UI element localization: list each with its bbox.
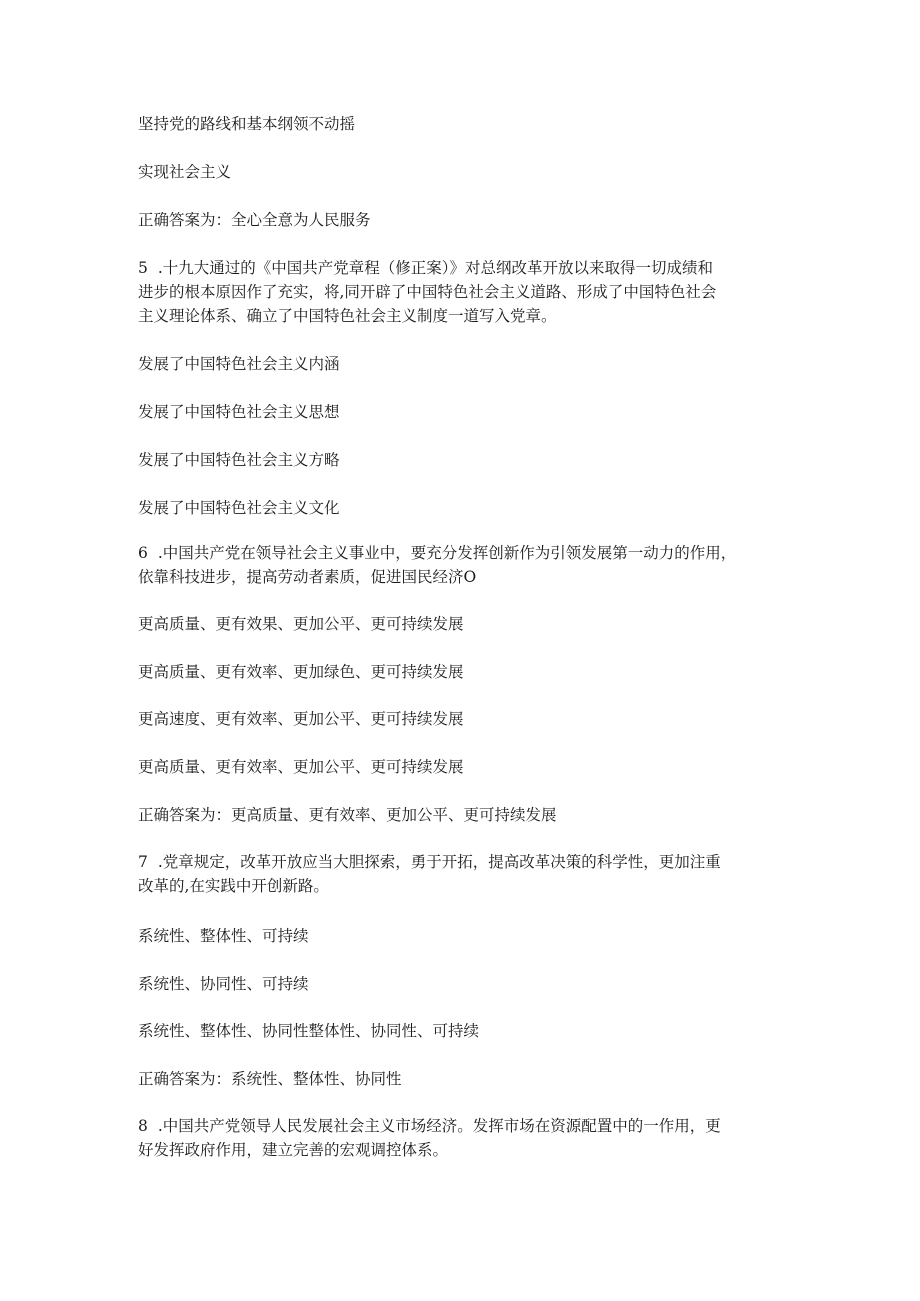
question-8	[138, 1114, 788, 1162]
option-text: 实现社会主义	[138, 163, 232, 181]
question-number: 5	[138, 259, 148, 277]
option-text: 更高质量、更有效果、更加公平、更可持续发展	[138, 615, 464, 633]
option-text: 系统性、协同性、可持续	[138, 975, 309, 993]
question-5	[138, 256, 788, 328]
option-text: 系统性、整体性、协同性整体性、协同性、可持续	[138, 1022, 480, 1040]
option-text: 更高质量、更有效率、更加绿色、更可持续发展	[138, 663, 464, 681]
question-line: .中国共产党领导人民发展社会主义市场经济。发挥市场在资源配置中的一作用，更	[157, 1117, 721, 1135]
answer-text: 正确答案为：更高质量、更有效率、更加公平、更可持续发展	[138, 806, 557, 824]
question-line: 好发挥政府作用，建立完善的宏观调控体系。	[138, 1141, 449, 1159]
option-text: 发展了中国特色社会主义内涵	[138, 355, 340, 373]
question-6	[138, 541, 788, 589]
option-text: 发展了中国特色社会主义方略	[138, 451, 340, 469]
answer-text: 正确答案为：系统性、整体性、协同性	[138, 1070, 402, 1088]
question-number: 6	[138, 544, 148, 562]
question-line: .党章规定，改革开放应当大胆探索，勇于开拓，提高改革决策的科学性，更加注重	[157, 853, 721, 871]
question-number: 7	[138, 853, 148, 871]
question-line: .中国共产党在领导社会主义事业中，要充分发挥创新作为引领发展第一动力的作用，	[157, 544, 737, 562]
question-line: 主义理论体系、确立了中国特色社会主义制度一道写入党章。	[138, 307, 557, 325]
option-text: 坚持党的路线和基本纲领不动摇	[138, 115, 356, 133]
question-line: 进步的根本原因作了充实，将,同开辟了中国特色社会主义道路、形成了中国特色社会	[138, 283, 717, 301]
question-line: .十九大通过的《中国共产党章程（修正案）》对总纲改革开放以来取得一切成绩和	[157, 259, 714, 277]
option-text: 发展了中国特色社会主义文化	[138, 499, 340, 517]
option-text: 更高质量、更有效率、更加公平、更可持续发展	[138, 758, 464, 776]
option-text: 发展了中国特色社会主义思想	[138, 403, 340, 421]
question-7	[138, 850, 788, 898]
answer-text: 正确答案为：全心全意为人民服务	[138, 211, 371, 229]
option-text: 更高速度、更有效率、更加公平、更可持续发展	[138, 710, 464, 728]
option-text: 系统性、整体性、可持续	[138, 927, 309, 945]
question-line: 改革的,在实践中开创新路。	[138, 877, 329, 895]
question-line: 依靠科技进步，提高劳动者素质，促进国民经济O	[138, 568, 477, 586]
question-number: 8	[138, 1117, 148, 1135]
